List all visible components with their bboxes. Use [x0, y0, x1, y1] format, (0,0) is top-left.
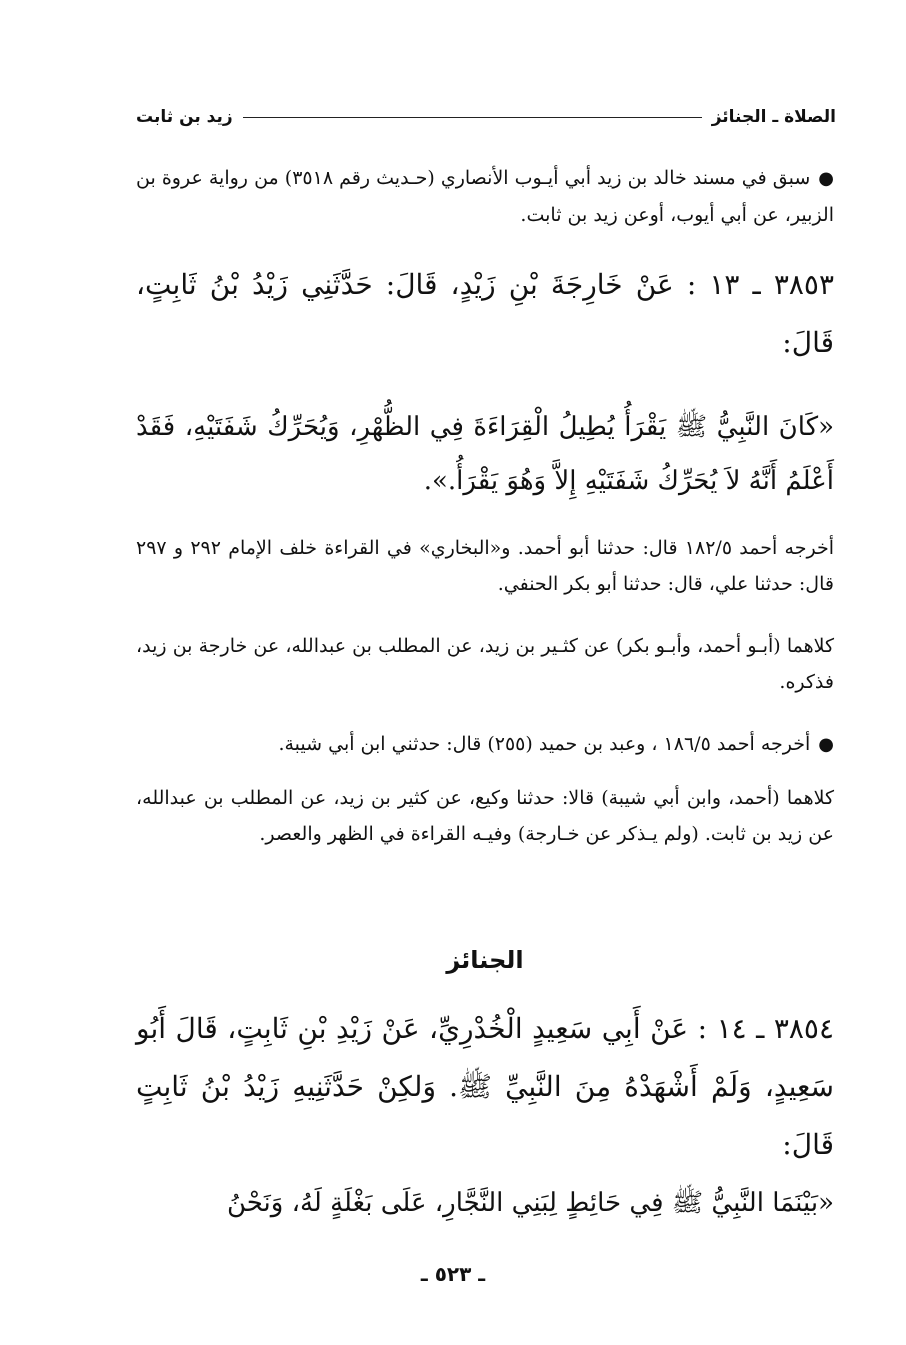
cross-reference-text: سبق في مسند خالد بن زيد أبي أيـوب الأنصاري (حـديث رقم ٣٥١٨) من رواية عروة بن الزبير، عن أبي أيوب، أوعن زيد بن ثابت.: [136, 167, 834, 226]
takhrij-paragraph-4: كلاهما (أحمد، وابن أبي شيبة) قالا: حدثنا وكيع، عن كثير بن زيد، عن المطلب بن عبدالله، عن زيد بن ثابت. (ولم يـذكر عن خـارجة) وفيـه القراءة في الظهر والعصر.: [136, 787, 834, 845]
header-narrator: زيد بن ثابت: [136, 107, 233, 127]
hadith-3853-matn: «كَانَ النَّبِيُّ ﷺ يَقْرَأُ يُطِيلُ الْقِرَاءَةَ فِي الظُّهْرِ، وَيُحَرِّكُ شَفَتَيْهِ، فَقَدْ أَعْلَمُ أَنَّهُ لاَ يُحَرِّكُ شَفَتَيْهِ إِلاَّ وَهُوَ يَقْرَأُ.».: [136, 412, 834, 496]
cross-reference-note: [136, 160, 834, 233]
hadith-3854-isnad: ٣٨٥٤ ـ ١٤ : عَنْ أَبِي سَعِيدٍ الْخُدْرِيِّ، عَنْ زَيْدِ بْنِ ثَابِتٍ، قَالَ أَبُو سَعِيدٍ، وَلَمْ أَشْهَدْهُ مِنَ النَّبِيِّ ﷺ. وَلكِنْ حَدَّثَنِيهِ زَيْدُ بْنُ ثَابِتٍ قَالَ:: [136, 1012, 834, 1161]
hadith-3854-matn: «بَيْنَمَا النَّبِيُّ ﷺ فِي حَائِطٍ لِبَنِي النَّجَّارِ، عَلَى بَغْلَةٍ لَهُ، وَنَحْنُ: [226, 1188, 834, 1218]
section-title: الجنائز: [446, 946, 524, 974]
takhrij-paragraph-2: كلاهما (أبـو أحمد، وأبـو بكر) عن كثـير بن زيد، عن المطلب بن عبدالله، عن خارجة بن زيد، فذكره.: [136, 635, 834, 693]
takhrij-paragraph-3: [136, 726, 834, 763]
takhrij-paragraph-3-text: أخرجه أحمد ١٨٦/٥ ، وعبد بن حميد (٢٥٥) قال: حدثني ابن أبي شيبة.: [278, 733, 811, 755]
header-chapter: الصلاة ـ الجنائز: [711, 107, 836, 127]
running-header: [136, 104, 836, 130]
hadith-3853-isnad: ٣٨٥٣ ـ ١٣ : عَنْ خَارِجَةَ بْنِ زَيْدٍ، قَالَ: حَدَّثَنِي زَيْدُ بْنُ ثَابِتٍ، قَالَ:: [136, 268, 834, 359]
takhrij-paragraph-1: أخرجه أحمد ١٨٢/٥ قال: حدثنا أبو أحمد. و«البخاري» في القراءة خلف الإمام ٢٩٢ و ٢٩٧ قال: حدثنا علي، قال: حدثنا أبو بكر الحنفي.: [136, 537, 834, 595]
page-number: ـ ٥٢٣ ـ: [420, 1262, 486, 1286]
header-rule: [243, 117, 702, 118]
